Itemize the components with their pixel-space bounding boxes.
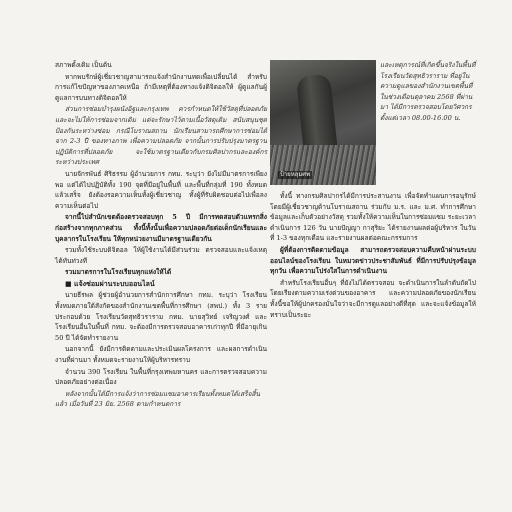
gravestone-photo: [270, 60, 376, 185]
paragraph: ผู้ที่ต้องการติดตามข้อมูล สามารถตรวจสอบความคืบหน้าผ่านระบบออนไลน์ของโรงเรียน ในหมวดข่าวประชาสัมพันธ์ ที่มีการปรับปรุงข้อมูลทุกวัน เพื่อความโปร่งใสในการดำเนินงาน: [270, 245, 476, 276]
section-heading: ■ แจ้งซ่อมผ่านระบบออนไลน์: [65, 278, 155, 288]
paragraph: สำหรับโรงเรียนอื่นๆ ที่ยังไม่ได้ตรวจสอบ จะดำเนินการในลำดับถัดไป โดยเรียงตามความเร่งด่วนของอาคาร และความปลอดภัยของนักเรียน ทั้งนี้ขอให้ผู้ปกครองมั่นใจว่าจะมีการดูแลอย่างดีที่สุด และจะแจ้งข้อมูลให้ทราบเป็นระยะ: [270, 278, 476, 319]
grass-texture: [270, 145, 376, 185]
photo-side-caption: [380, 60, 476, 124]
right-column: [270, 191, 476, 321]
paragraph: รวมทั้งใช้ระบบดิจิตอล ให้ผู้ใช้งานได้มีส่วนร่วม ตรวจสอบและแจ้งเหตุได้ทันท่วงที: [55, 246, 267, 265]
paragraph: จำนวน 390 โรงเรียน ในพื้นที่กรุงเทพมหานคร และการตรวจสอบความปลอดภัยอย่างต่อเนื่อง: [55, 367, 267, 387]
paragraph: หากพบรักษ์ผู้เชี่ยวชาญสามารถแจ้งสำนักงานทดเพื่อเปลี่ยนได้ สำหรับการแก้ไขปัญหาของภาคเหนือ ถ้ามีเหตุที่ต้องทางแจ้งดิจิตอลให้ ผู้ดูแลกันผู้ดูแลการบนทางดิจิตอลให้: [55, 72, 267, 102]
left-column: [55, 60, 267, 411]
paragraph: สภาพดั้งเดิม เป็นต้น: [55, 61, 112, 69]
paragraph: นายธีรพล ผู้ช่วยผู้อำนวยการสำนักการศึกษา กทม. ระบุว่า โรงเรียนทั้งหมดภายใต้สังกัดของสำนักงานเขตพื้นที่การศึกษา (สพป.) ทั้ง 3 ราย ประกอบด้วย โรงเรียนวัดสุทธิวราราม กทม. นายสุวิทย์ เจริญวงศ์ และโรงเรียนอื่นในพื้นที่ กทม. จะต้องมีการตรวจสอบอาคารเก่าทุกปี ที่มีอายุเกิน 50 ปี ได้จัดทำรายงาน: [55, 291, 267, 342]
paragraph: นายจักรพันธ์ ศิริธรรม ผู้อำนวยการ กทม. ระบุว่า ยังไม่มีมาตรการเพียงพอ แต่ได้ไปปฏิบัติทั้ง 190 จุดที่มีอยู่ในพื้นที่ และพื้นที่กลุ่มที่ 190 ทั้งหมดแล้วเสร็จ ยังต้องรอความเห็นทั้งผู้เชี่ยวชาญ ทั้งผู้ที่รับผิดชอบต่อไปเพื่อลงความเห็นต่อไป: [55, 169, 267, 210]
paragraph: ทั้งนี้ ทางกรมศิลปากรได้มีการประสานงาน เพื่อจัดทำแผนการอนุรักษ์ โดยมีผู้เชี่ยวชาญด้านโบราณสถาน ร่วมกับ ม.ร. และ ม.ศ. ทำการศึกษาข้อมูลและเก็บตัวอย่างวัสดุ รวมทั้งให้ความเห็นในการซ่อมแซม ระยะเวลาดำเนินการ 126 วัน นายปัญญา กาสุริยะ ได้รายงานผลต่อผู้บริหาร ในวันที่ 1-3 ของทุกเดือน และรายงานผลต่อคณะกรรมการ: [270, 192, 476, 243]
paragraph: ส่วนการซ่อมบำรุงผนังอิฐและกรุงเทพ ควรกำหนดให้ใช้วัสดุที่ปลอดภัย และจะไม่ให้การซ่อมจากเดิม แต่จะรักษาไว้ตามเนื้อวัสดุเดิม สนับสนุนชุดป้องกันระหว่างซ่อม กรณีโบราณสถาน นักเรียนสามารถศึกษาการซ่อมได้จาก 2-3 ปี ของทางภาพ เพื่อความปลอดภัย จากนั้นการปรับปรุงมาตรฐานปฏิบัติการที่ปลอดภัย จะใช้มาตรฐานเดียวกับกรมศิลปากรและองค์กรระหว่างประเทศ: [55, 105, 267, 167]
paragraph: นอกจากนี้ ยังมีการติดตามและประเมินผลโครงการ และผลการดำเนินงานที่ผ่านมา ทั้งหมดจะรายงานให้ผู้บริหารทราบ: [55, 345, 267, 365]
paragraph: จากนี้ไปสำนักเขตต้องตรวจสอบทุก 5 ปี มีการทดสอบตัวแทรกสิ่งก่อสร้างจากทุกภาคส่วน ทั้งนี้ทั้งนั้นเพื่อความปลอดภัยต่อเด็กนักเรียนและบุคลากรในโรงเรียน ให้ทุกหน่วยงานมีมาตรฐานเดียวกัน: [55, 213, 267, 243]
paragraph: หลังจากนั้นได้มีการแจ้งว่าการซ่อมแซมอาคารเรียนทั้งหมดได้เสร็จสิ้นแล้ว เมื่อวันที่ 23 มิย. 2568 ตามกำหนดการ: [55, 389, 261, 409]
caption-text: และเหตุการณ์ที่เกิดขึ้นจริงในพื้นที่โรงเรียนวัดสุทธิวราราม ที่อยู่ในความดูแลของสำนักงานเขตพื้นที่ ในช่วงเดือนตุลาคม 2568 ที่ผ่านมา ได้มีการตรวจสอบโดยวิศวกร ตั้งแต่เวลา 08.00-16.00 น.: [380, 61, 476, 122]
paragraph: รวมมาตรการในโรงเรียนทุกแห่งให้ได้: [65, 268, 172, 277]
photo-caption-tag: ป้ายหลุมศพ: [280, 171, 311, 178]
